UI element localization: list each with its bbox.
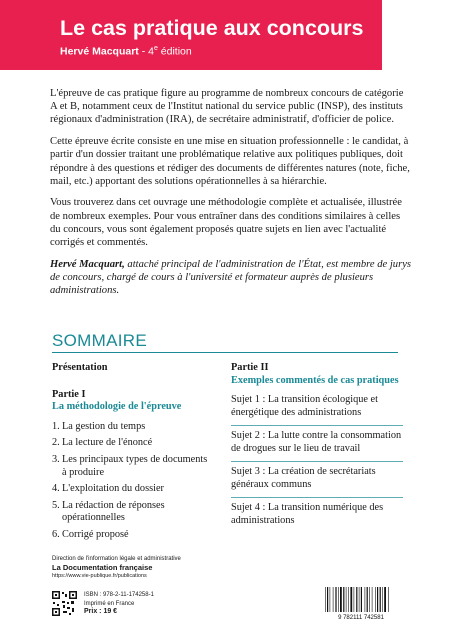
part1-item-number: 2.	[52, 437, 60, 449]
sommaire-heading: SOMMAIRE	[52, 331, 147, 350]
part1-item-text: Les principaux types de documents à produire	[62, 453, 208, 478]
qr-code-icon	[52, 591, 77, 616]
part1-item-number: 5.	[52, 499, 60, 511]
part1-name: La méthodologie de l'épreuve	[52, 401, 182, 413]
part1-items	[52, 421, 212, 542]
author-bio-name: Hervé Macquart,	[50, 258, 125, 270]
part1-item-number: 4.	[52, 483, 60, 495]
part2-name: Exemples commentés de cas pratiques	[231, 374, 399, 386]
publisher-url: https://www.vie-publique.fr/publications	[52, 573, 147, 579]
author-bio	[50, 258, 412, 298]
part2-item: Sujet 3 : La création de secrétariats généraux communs	[231, 466, 376, 490]
part2-item-divider	[231, 461, 403, 462]
part1-item-text: L'exploitation du dossier	[62, 483, 164, 495]
part1-item	[52, 421, 212, 434]
book-title: Le cas pratique aux concours	[60, 16, 364, 40]
part1-item-number: 3.	[52, 453, 60, 465]
part1-item-number: 6.	[52, 528, 60, 540]
part2-item: Sujet 2 : La lutte contre la consommation de drogues sur le lieu de travail	[231, 430, 402, 454]
intro-paragraph-1: L'épreuve de cas pratique figure au programme de nombreux concours de catégorie A et B, notamment ceux de l'Institut national du service public (INSP), des instituts régionaux d'administration (IRA), de secrétaire administratif, d'officier de police.	[50, 88, 404, 126]
part1-item	[52, 500, 212, 525]
sommaire-right-column	[231, 362, 403, 533]
intro-text	[50, 87, 412, 306]
isbn-block	[84, 591, 154, 617]
intro-paragraph-2: Cette épreuve écrite consiste en une mise en situation professionnelle : le candidat, à partir d'un dossier traitant une problématique relative aux politiques publiques, doit répondre à des questions et rédiger des documents de différentes natures (note, fiche, mail, etc.) apportant des solutions opérationnelles à sa hiérarchie.	[50, 136, 410, 187]
edition-separator: -	[138, 45, 149, 58]
part2-item: Sujet 4 : La transition numérique des administrations	[231, 502, 384, 526]
author-bio-text: attaché principal de l'administration de l'État, est membre de jurys de concours, chargé de cours à l'université et formateur auprès de plusieurs administrations.	[50, 258, 412, 297]
sommaire-left-column	[52, 362, 212, 546]
barcode-number: 9 782111 742581	[338, 615, 384, 620]
part2-item: Sujet 1 : La transition écologique et énergétique des administrations	[231, 394, 378, 418]
part1-item	[52, 454, 212, 479]
part1-item	[52, 437, 212, 450]
printed-in: Imprimé en France	[84, 600, 135, 607]
part2-item-divider	[231, 425, 403, 426]
presentation-label: Présentation	[52, 362, 108, 373]
sommaire-divider	[52, 352, 398, 353]
isbn: ISBN : 978-2-11-174258-1	[84, 592, 154, 598]
part2-item-divider	[231, 497, 403, 498]
part1-item-text: Corrigé proposé	[62, 528, 129, 540]
part1-item-text: La lecture de l'énoncé	[62, 437, 153, 449]
edition-number: 4	[148, 45, 154, 58]
part1-item	[52, 483, 212, 496]
part1-item-text: La gestion du temps	[62, 420, 146, 432]
author-name: Hervé Macquart	[60, 45, 139, 58]
cover-header-band	[0, 0, 382, 70]
part1-item	[52, 529, 212, 542]
publisher-block	[52, 555, 252, 580]
part1-item-text: La rédaction de réponses opérationnelles	[62, 499, 165, 524]
barcode-icon	[322, 586, 400, 620]
part1-label: Partie I	[52, 388, 86, 400]
book-subtitle	[60, 45, 382, 58]
publisher-org: Direction de l'information légale et administrative	[52, 556, 181, 562]
edition-superscript: e	[153, 45, 158, 52]
part2-items	[231, 394, 403, 527]
part2-label: Partie II	[231, 362, 269, 373]
publisher-name: La Documentation française	[52, 563, 153, 572]
intro-paragraph-3: Vous trouverez dans cet ouvrage une méthodologie complète et actualisée, illustrée de nombreux exemples. Pour vous entraîner dans des conditions similaires à celles du concours, vous sont également proposés quatre sujets en lien avec l'actualité corrigés et commentés.	[50, 197, 402, 249]
edition-word: édition	[157, 45, 192, 58]
price: Prix : 19 €	[84, 608, 118, 615]
part1-item-number: 1.	[52, 420, 60, 432]
